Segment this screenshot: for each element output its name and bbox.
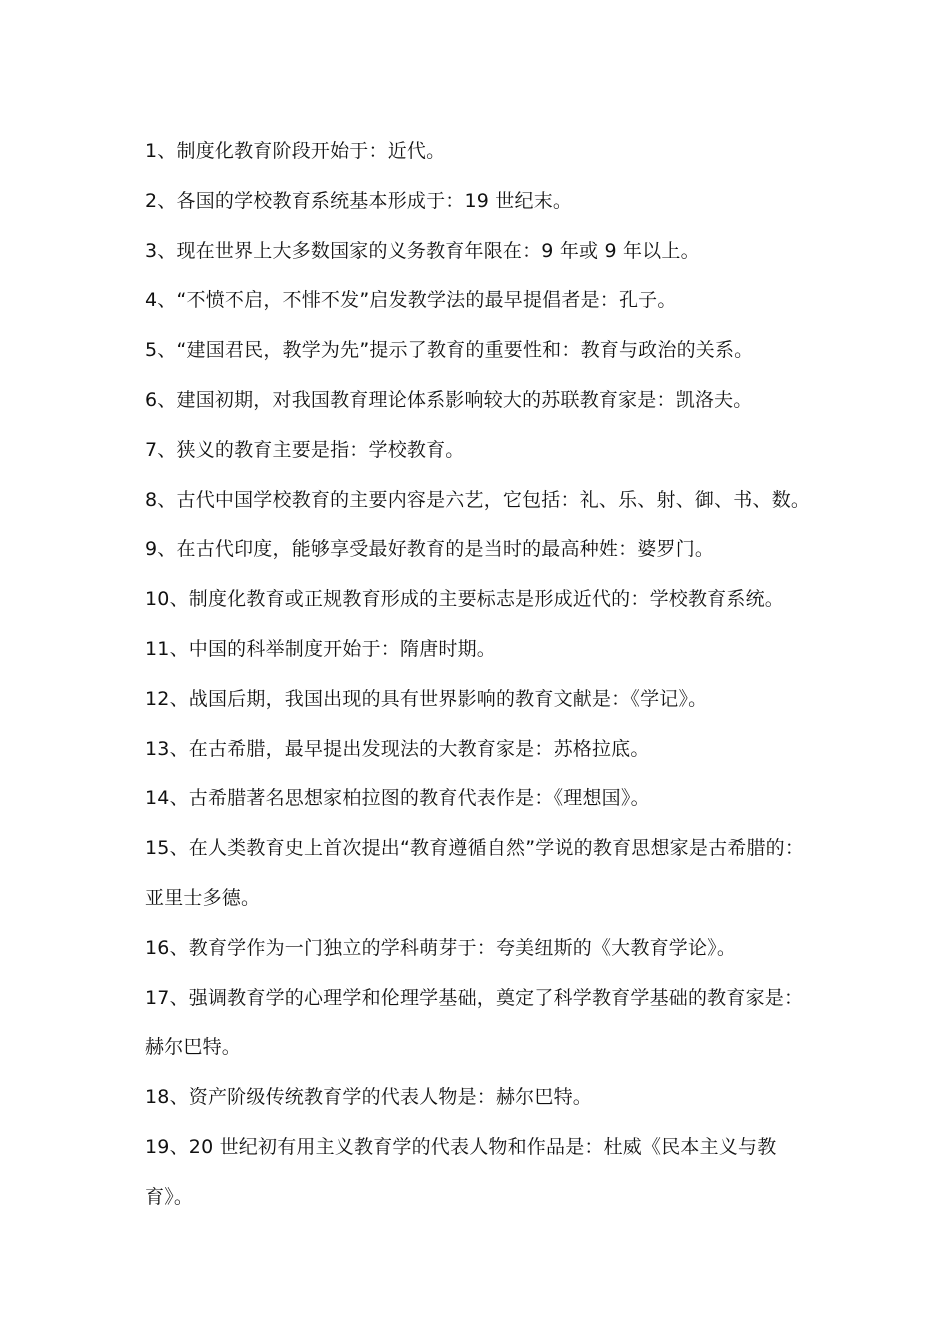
text-line-2: 2、各国的学校教育系统基本形成于：19 世纪末。: [145, 189, 573, 212]
text-line-9: 9、在古代印度，能够享受最好教育的是当时的最高种姓：婆罗门。: [145, 538, 715, 561]
text-line-8: 8、古代中国学校教育的主要内容是六艺，它包括：礼、乐、射、御、书、数。: [145, 488, 811, 511]
text-line-6: 6、建国初期，对我国教育理论体系影响较大的苏联教育家是：凯洛夫。: [145, 388, 753, 411]
text-line-12: 12、战国后期，我国出现的具有世界影响的教育文献是：《学记》。: [145, 687, 708, 710]
text-line-15-continued: 亚里士多德。: [145, 886, 261, 909]
text-line-19-continued: 育》。: [145, 1185, 194, 1208]
text-line-3: 3、现在世界上大多数国家的义务教育年限在：9 年或 9 年以上。: [145, 239, 700, 262]
text-line-15: 15、在人类教育史上首次提出“教育遵循自然”学说的教育思想家是古希腊的：: [145, 837, 805, 860]
text-line-18: 18、资产阶级传统教育学的代表人物是：赫尔巴特。: [145, 1086, 592, 1109]
text-line-13: 13、在古希腊，最早提出发现法的大教育家是：苏格拉底。: [145, 737, 650, 760]
document-body: [145, 133, 825, 1229]
text-line-11: 11、中国的科举制度开始于：隋唐时期。: [145, 637, 496, 660]
text-line-14: 14、古希腊著名思想家柏拉图的教育代表作是：《理想国》。: [145, 787, 650, 810]
text-line-17: 17、强调教育学的心理学和伦理学基础，奠定了科学教育学基础的教育家是：: [145, 986, 804, 1009]
text-line-4: 4、“不愤不启，不悱不发”启发教学法的最早提倡者是：孔子。: [145, 289, 677, 312]
text-line-17-continued: 赫尔巴特。: [145, 1036, 242, 1059]
text-line-16: 16、教育学作为一门独立的学科萌芽于：夸美纽斯的《大教育学论》。: [145, 936, 737, 959]
text-line-7: 7、狭义的教育主要是指：学校教育。: [145, 438, 465, 461]
text-line-1: 1、制度化教育阶段开始于：近代。: [145, 140, 446, 162]
text-line-10: 10、制度化教育或正规教育形成的主要标志是形成近代的：学校教育系统。: [145, 588, 784, 611]
text-line-5: 5、“建国君民，教学为先”提示了教育的重要性和：教育与政治的关系。: [145, 339, 754, 362]
text-line-19: 19、20 世纪初有用主义教育学的代表人物和作品是：杜威《民本主义与教: [145, 1135, 777, 1158]
